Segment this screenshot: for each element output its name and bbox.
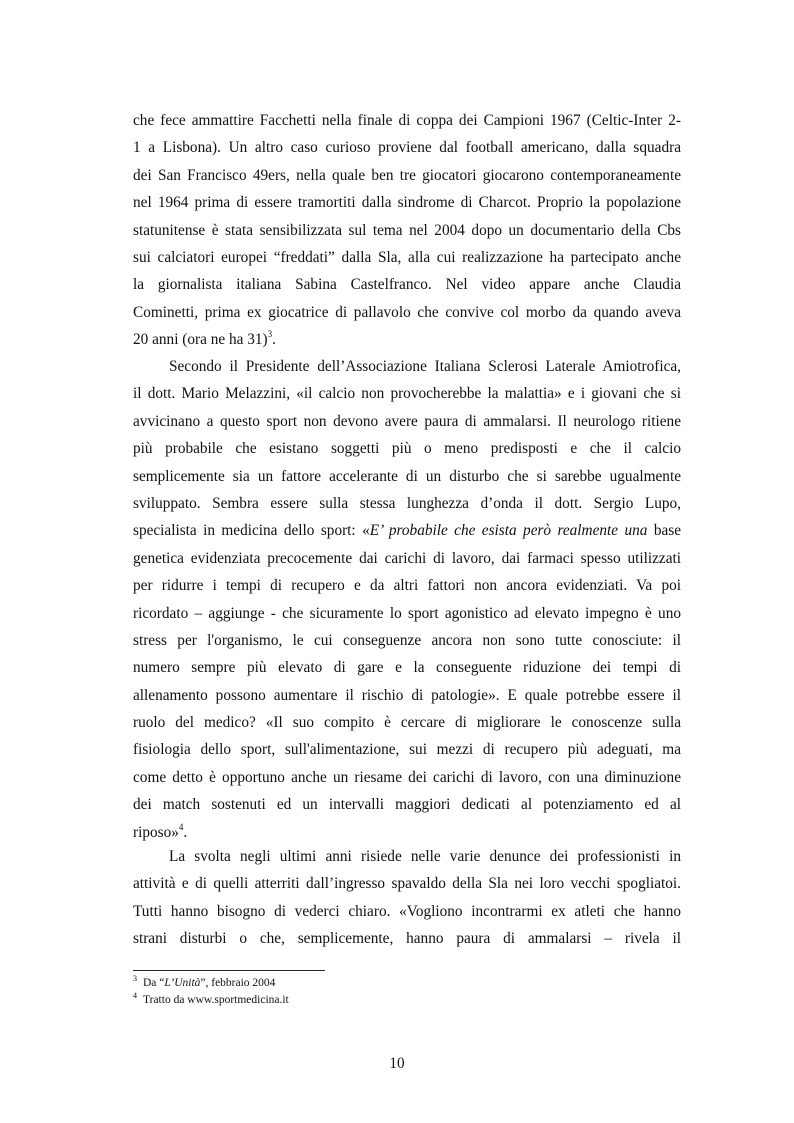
italic-quote: E’ probabile che esista però realmente una	[369, 522, 648, 540]
footnote-text: Tratto da www.sportmedicina.it	[143, 994, 289, 1006]
text-run: .	[272, 331, 276, 349]
text-line: stress per l'organismo, le cui conseguenze ancora non sono tutte conosciute: il	[133, 631, 681, 649]
text-line: per ridurre i tempi di recupero e da altri fattori non ancora evidenziati. Va poi	[133, 577, 681, 595]
footnote-separator	[133, 970, 325, 971]
text-line: attività e di quelli atterriti dall’ingresso spavaldo della Sla nei loro vecchi spogliatoi.	[133, 875, 681, 893]
text-line: dei San Francisco 49ers, nella quale ben tre giocatori giocarono contemporaneamente	[133, 166, 681, 184]
text-run: .	[183, 823, 188, 841]
text-line: più probabile che esistano soggetti più o meno predisposti e che il calcio	[133, 440, 681, 458]
text-line: sui calciatori europei “freddati” dalla Sla, alla cui realizzazione ha partecipato anche	[133, 248, 681, 266]
text-line: ricordato – aggiunge - che sicuramente lo sport agonistico ad elevato impegno è uno	[133, 604, 681, 622]
text-line	[133, 819, 681, 846]
footnotes	[133, 975, 681, 1009]
text-line	[133, 326, 681, 353]
text-line: sviluppato. Sembra essere sulla stessa lunghezza d’onda il dott. Sergio Lupo,	[133, 494, 681, 512]
text-line: genetica evidenziata precocemente dai carichi di lavoro, dai farmaci spesso utilizzati	[133, 549, 681, 567]
text-line	[133, 517, 681, 544]
text-line: Tutti hanno bisogno di vederci chiaro. «Vogliono incontrarmi ex atleti che hanno	[133, 902, 681, 920]
footnote-ref-3[interactable]: 3	[267, 329, 273, 340]
footnote-4	[133, 992, 681, 1009]
text-line: avvicinano a questo sport non devono avere paura di ammalarsi. Il neurologo ritiene	[133, 412, 681, 430]
text-run: base	[647, 522, 681, 540]
text-line: 1 a Lisbona). Un altro caso curioso proviene dal football americano, dalla squadra	[133, 139, 681, 157]
paragraph-3	[133, 843, 681, 953]
text-line: nel 1964 prima di essere tramortiti dalla sindrome di Charcot. Proprio la popolazione	[133, 194, 681, 212]
text-line: La svolta negli ultimi anni risiede nelle varie denunce dei professionisti in	[169, 848, 681, 865]
text-line: fisiologia dello sport, sull'alimentazione, sui mezzi di recupero più adeguati, ma	[133, 741, 681, 759]
text-line: allenamento possono aumentare il rischio di patologie». E quale potrebbe essere il	[133, 686, 681, 704]
text-line: strani disturbi o che, semplicemente, hanno paura di ammalarsi – rivela il	[133, 930, 681, 948]
text-line: come detto è opportuno anche un riesame dei carichi di lavoro, con una diminuzione	[133, 768, 681, 786]
text-line: dei match sostenuti ed un intervalli maggiori dedicati al potenziamento ed al	[133, 796, 681, 814]
footnote-source: L’Unità	[164, 977, 201, 989]
paragraph-2	[133, 353, 681, 846]
text-line: statunitense è stata sensibilizzata sul tema nel 2004 dopo un documentario della Cbs	[133, 221, 681, 239]
footnote-3	[133, 975, 681, 992]
page-number: 10	[389, 1055, 405, 1072]
text-run: riposo»	[133, 823, 179, 841]
text-line: la giornalista italiana Sabina Castelfranco. Nel video appare anche Claudia	[133, 276, 681, 294]
text-line: Cominetti, prima ex giocatrice di pallavolo che convive col morbo da quando aveva	[133, 303, 681, 321]
footnote-text: ”, febbraio 2004	[200, 977, 276, 989]
text-line: che fece ammattire Facchetti nella finale di coppa dei Campioni 1967 (Celtic-Inter 2-	[133, 112, 681, 129]
paragraph-1	[133, 107, 681, 354]
text-run: 20 anni (ora ne ha 31)	[133, 331, 268, 349]
text-line: semplicemente sia un fattore accelerante di un disturbo che si sarebbe ugualmente	[133, 467, 681, 485]
text-run: specialista in medicina dello sport: «	[133, 522, 370, 540]
text-line: Secondo il Presidente dell’Associazione Italiana Sclerosi Laterale Amiotrofica,	[169, 358, 681, 375]
text-line: il dott. Mario Melazzini, «il calcio non provocherebbe la malattia» e i giovani che si	[133, 385, 681, 403]
footnote-number: 3	[133, 974, 137, 983]
footnote-text: Da “	[143, 977, 165, 989]
text-line: ruolo del medico? «Il suo compito è cercare di migliorare le conoscenze sulla	[133, 714, 681, 732]
text-line: numero sempre più elevato di gare e la conseguente riduzione dei tempi di	[133, 659, 681, 677]
footnote-number: 4	[133, 991, 137, 1000]
footnote-ref-4[interactable]: 4	[178, 821, 184, 832]
